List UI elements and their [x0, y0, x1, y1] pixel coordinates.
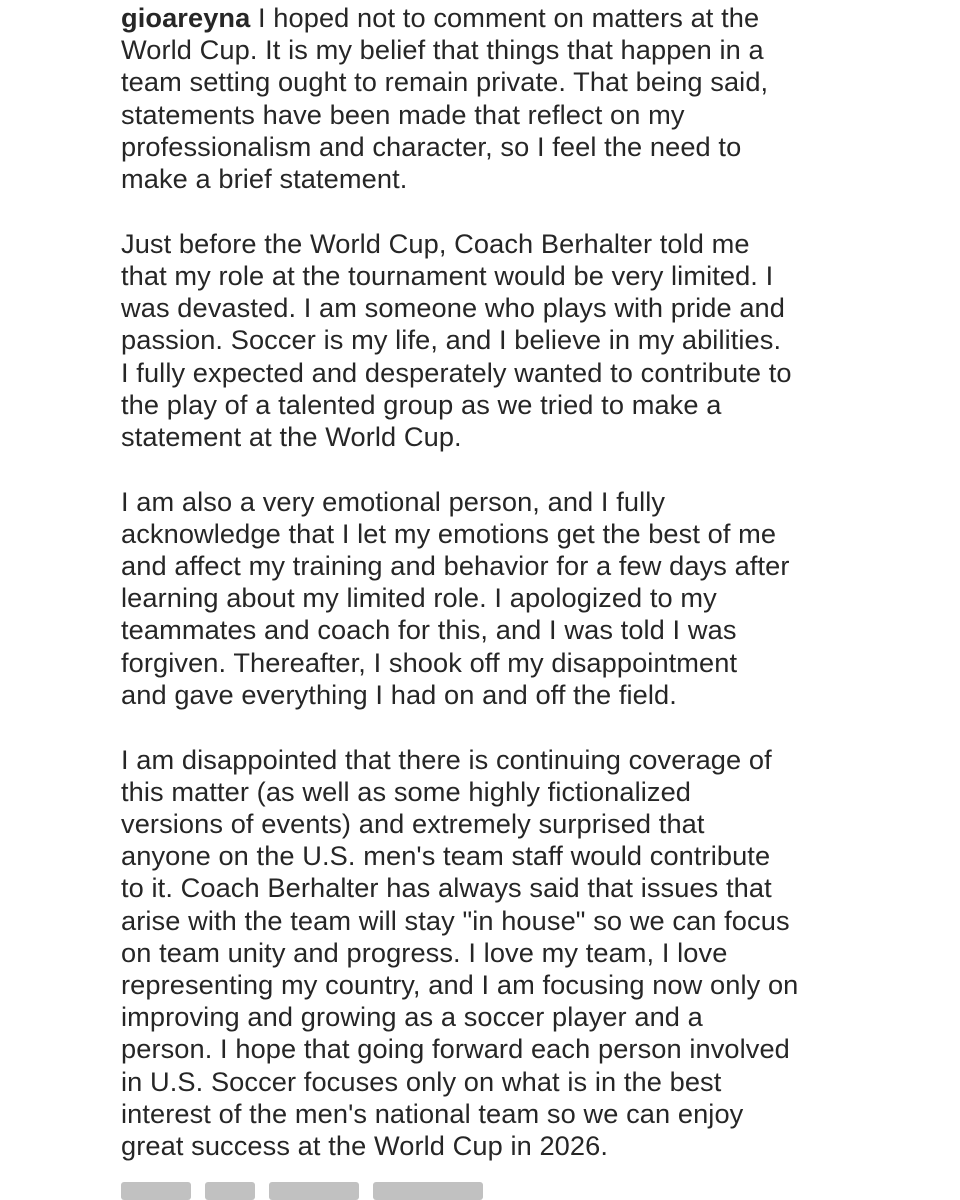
caption-paragraph-2: Just before the World Cup, Coach Berhalter told me that my role at the tournament would be very limited. I was devasted. I am someone who plays with pride and passion. Soccer is my life, and I believe in my abilities. I fully expected and desperately wanted to contribute to the play of a talented group as we tried to make a statement at the World Cup. — [121, 227, 792, 452]
cropped-text-fragment — [269, 1182, 359, 1200]
caption-paragraph-1 — [121, 2, 851, 195]
caption-paragraph-4: I am disappointed that there is continuing coverage of this matter (as well as some highly fictionalized versions of events) and extremely surprised that anyone on the U.S. men's team staff would contribute to it. Coach Berhalter has always said that issues that arise with the team will stay "in house" so we can focus on team unity and progress. I love my team, I love representing my country, and I am focusing now only on improving and growing as a soccer player and a person. I hope that going forward each person involved in U.S. Soccer focuses only on what is in the best interest of the men's national team so we can enjoy great success at the World Cup in 2026. — [121, 743, 799, 1161]
caption-text-1: I hoped not to comment on matters at the World Cup. It is my belief that things that happen in a team setting ought to remain private. That being said, statements have been made that reflect on my professionalism and character, so I feel the need to make a brief statement. — [121, 2, 769, 195]
caption-paragraph-3: I am also a very emotional person, and I fully acknowledge that I let my emotions get the best of me and affect my training and behavior for a few days after learning about my limited role. I apologized to my teammates and coach for this, and I was told I was forgiven. Thereafter, I shook off my disappointment and gave everything I had on and off the field. — [121, 485, 790, 710]
cropped-text-fragment — [373, 1182, 483, 1200]
cropped-text-fragment — [205, 1182, 255, 1200]
post-caption — [121, 2, 851, 1162]
username-link[interactable]: gioareyna — [121, 2, 251, 33]
cropped-text-fragment — [121, 1182, 191, 1200]
view-comments-link-cropped[interactable] — [121, 1182, 521, 1200]
